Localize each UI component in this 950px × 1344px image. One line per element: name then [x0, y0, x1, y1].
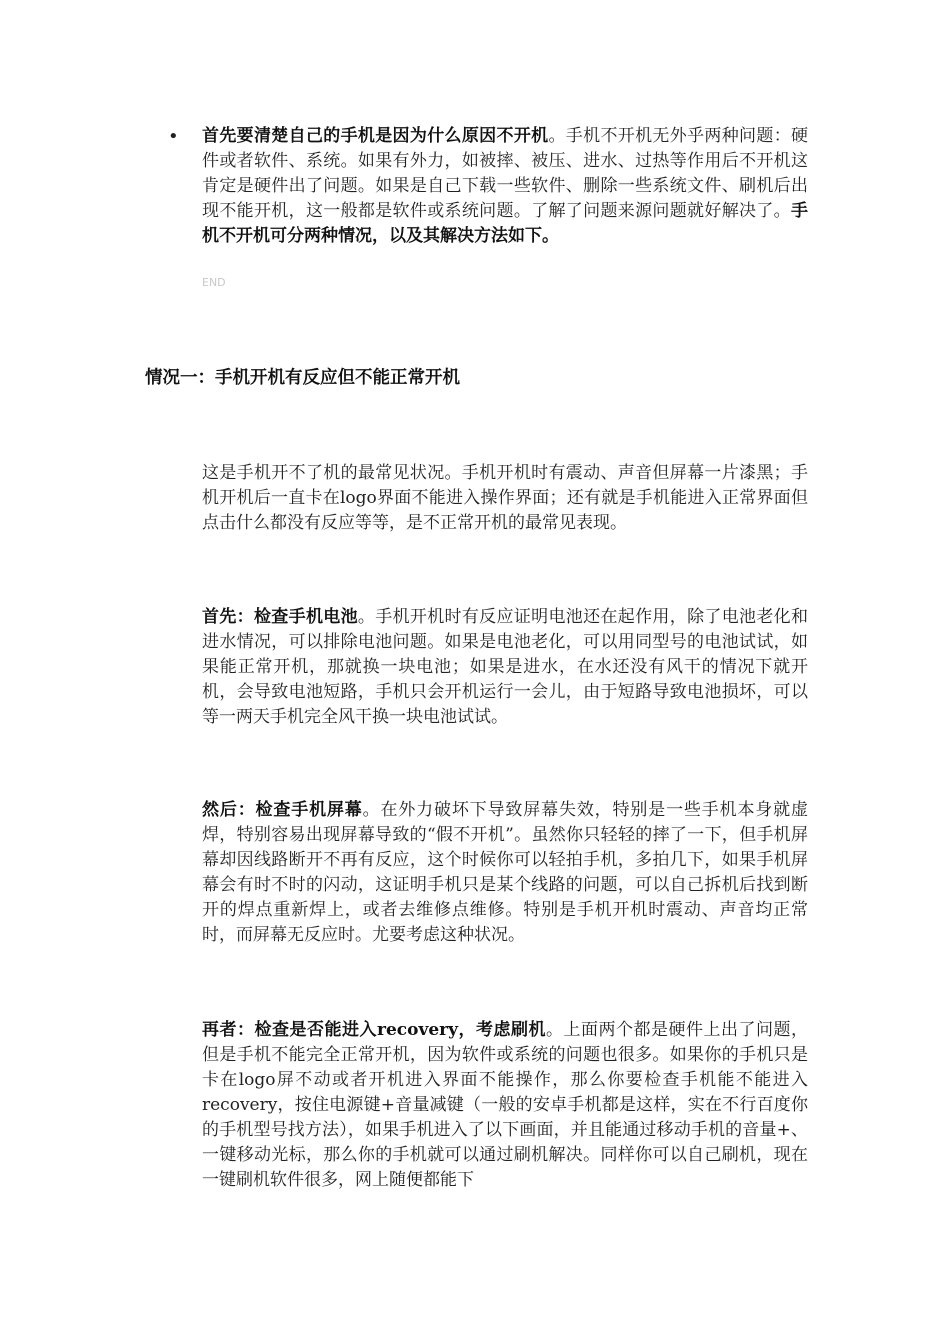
section1-paragraph-recovery [202, 1018, 808, 1193]
section1-paragraph-1: 这是手机开不了机的最常见状况。手机开机时有震动、声音但屏幕一片漆黑；手机开机后一直卡在logo界面不能进入操作界面；还有就是手机能进入正常界面但点击什么都没有反应等等，是不正常开机的最常见表现。 [202, 463, 808, 533]
screen-lead: 然后：检查手机屏幕 [202, 800, 363, 820]
intro-text: 。手机不开机无外乎两种问题：硬件或者软件、系统。如果有外力，如被摔、被压、进水、过热等作用后不开机这肯定是硬件出了问题。如果是自己下载一些软件、删除一些系统文件、刷机后出现不能开机，这一般都是软件或系统问题。了解了问题来源问题就好解决了。 [202, 126, 809, 221]
recovery-text: 。上面两个都是硬件上出了问题，但是手机不能完全正常开机，因为软件或系统的问题也很多。如果你的手机只是卡在logo屏不动或者开机进入界面不能操作，那么你要检查手机能不能进入recovery，按住电源键+音量减键（一般的安卓手机都是这样，实在不行百度你的手机型号找方法），如果手机进入了以下画面，并且能通过移动手机的音量+、一键移动光标，那么你的手机就可以通过刷机解决。同样你可以自己刷机，现在一键刷机软件很多，网上随便都能下 [202, 1020, 808, 1190]
intro-bold-tail: 手机不开机可分两种情况，以及其解决方法如下。 [202, 201, 808, 246]
intro-paragraph [202, 124, 808, 249]
bullet-marker: • [168, 126, 179, 147]
battery-text: 。手机开机时有反应证明电池还在起作用，除了电池老化和进水情况，可以排除电池问题。如果是电池老化，可以用同型号的电池试试，如果能正常开机，那就换一块电池；如果是进水，在水还没有风干的情况下就开机，会导致电池短路，手机只会开机运行一会儿，由于短路导致电池损坏，可以等一两天手机完全风干换一块电池试试。 [202, 607, 809, 727]
battery-lead: 首先：检查手机电池 [202, 607, 358, 627]
intro-bold-lead: 首先要清楚自己的手机是因为什么原因不开机 [202, 126, 549, 146]
section1-paragraph-screen [202, 798, 808, 948]
section1-paragraph-battery [202, 605, 808, 730]
recovery-lead: 再者：检查是否能进入recovery，考虑刷机 [202, 1020, 546, 1040]
screen-text: 。在外力破坏下导致屏幕失效，特别是一些手机本身就虚焊，特别容易出现屏幕导致的“假不开机”。虽然你只轻轻的摔了一下，但手机屏幕却因线路断开不再有反应，这个时候你可以轻拍手机，多拍几下，如果手机屏幕会有时不时的闪动，这证明手机只是某个线路的问题，可以自己拆机后找到断开的焊点重新焊上，或者去维修点维修。特别是手机开机时震动、声音均正常时，而屏幕无反应时。尤要考虑这种状况。 [202, 800, 809, 945]
end-marker: END [202, 276, 226, 289]
section1-heading: 情况一：手机开机有反应但不能正常开机 [145, 368, 460, 388]
